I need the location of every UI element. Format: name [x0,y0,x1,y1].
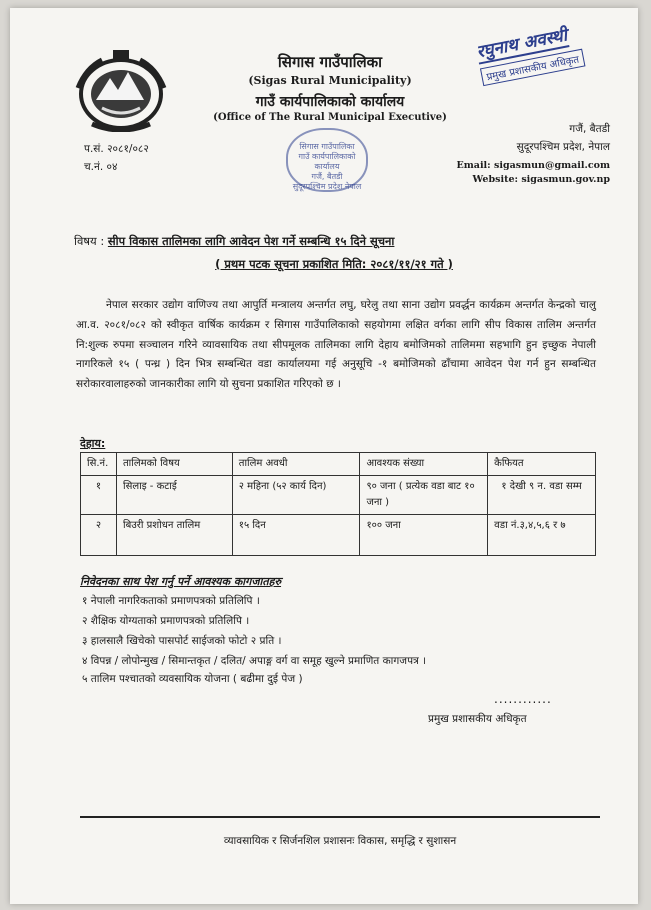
publication-date-line: ( प्रथम पटक सूचना प्रकाशित मिति: २०८१/११/२१ गते ) [215,257,453,271]
documents-title: निवेदनका साथ पेश गर्नु पर्ने आवश्यक कागजातहरु [80,575,282,588]
document-item: ४ विपन्न / लोपोन्मुख / सिमान्तकृत / दलित/ अपाङ्ग वर्ग वा समूह खुल्ने प्रमाणित कागजपत्र । [82,655,427,667]
signatory-title: प्रमुख प्रशासकीय अधिकृत [428,713,527,725]
document-item: १ नेपाली नागरिकताको प्रमाणपत्रको प्रतिलिपि । [82,595,260,607]
office-email: Email: sigasmun@gmail.com [456,160,610,171]
subject-line [74,234,594,249]
cell-duration: २ महिना (५२ कार्य दिन) [232,476,360,515]
cell-subject: बिउरी प्रशोधन तालिम [116,515,232,556]
stamp-designation: प्रमुख प्रशासकीय अधिकृत [480,49,585,86]
reference-number: प.सं. २०८१/०८२ [84,143,149,155]
cell-serial: २ [81,515,117,556]
col-header-duration: तालिम अवधी [232,453,360,476]
cell-serial: १ [81,476,117,515]
office-location: गजैं, बैतडी [569,123,610,135]
officer-stamp [474,13,625,110]
footer-motto: व्यावसायिक र सिर्जनशिल प्रशासनः विकास, समृद्धि र सुशासन [223,835,457,847]
training-table [80,452,596,556]
table-label: देहाय: [80,437,106,450]
nepal-emblem-logo [72,48,170,132]
col-header-serial: सि.नं. [81,453,117,476]
signature-dots: ............ [494,692,552,706]
seal-line-1: सिगास गाउँपालिका [299,142,355,151]
table-row [81,515,596,556]
col-header-subject: तालिमको विषय [116,453,232,476]
seal-line-2: गाउँ कार्यपालिकाको कार्यालय [298,152,356,171]
document-item: २ शैक्षिक योग्यताको प्रमाणपत्रको प्रतिलिपि । [82,615,250,627]
office-website: Website: sigasmun.gov.np [472,174,610,185]
dispatch-number: च.नं. ०४ [84,161,118,173]
stamp-name: रघुनाथ अवस्थी [474,23,569,65]
table-header-row [81,453,596,476]
document-item: ३ हालसालै खिचेको पासपोर्ट साईजको फोटो २ प्रति । [82,635,282,647]
col-header-remarks: कैफियत [488,453,596,476]
municipality-title-en: (Sigas Rural Municipality) [248,74,412,87]
cell-remarks: १ देखी ९ न. वडा सम्म [488,476,596,515]
cell-subject: सिलाइ - कटाई [116,476,232,515]
document-item: ५ तालिम पश्चातको व्यवसायिक योजना ( बढीमा दुई पेज ) [82,673,303,685]
office-province: सुदूरपश्चिम प्रदेश, नेपाल [516,141,610,153]
subject-label: विषय : [74,234,105,248]
office-title: गाउँ कार्यपालिकाको कार्यालय [255,94,405,110]
col-header-count: आवश्यक संख्या [360,453,488,476]
table-row [81,476,596,515]
document-page [10,8,638,904]
cell-count: १०० जना [360,515,488,556]
municipality-title: सिगास गाउँपालिका [277,53,383,71]
cell-remarks: वडा नं.३,४,५,६ र ७ [488,515,596,556]
footer-divider [80,816,600,818]
office-title-en: (Office of The Rural Municipal Executive) [213,112,447,123]
cell-count: ९० जना ( प्रत्येक वडा बाट १० जना ) [360,476,488,515]
cell-duration: १५ दिन [232,515,360,556]
seal-line-3: गजैं, बैतडी [311,172,343,181]
seal-line-4: सुदूरपश्चिम प्रदेश नेपाल [292,182,362,191]
office-seal [286,128,368,192]
subject-text: सीप विकास तालिमका लागि आवेदन पेश गर्ने सम्बन्धि १५ दिने सूचना [107,234,395,248]
notice-body: नेपाल सरकार उद्योग वाणिज्य तथा आपुर्ति मन्त्रालय अन्तर्गत लघु, घरेलु तथा साना उद्योग प्रवर्द्धन कार्यक्रम अन्तर्गत केन्द्रको चालु आ.व. २०८१/०८२ को स्वीकृत वार्षिक कार्यक्रम र सिगास गाउँपालिकाको सहयोगमा लक्षित वर्गका लागि सीप विकास तालिम अन्तर्गत नि:शुल्क रुपमा सञ्चालन गरिने व्यावसायिक तथा सीपमूलक तालिमका लागि देहाय बमोजिमको तालिममा सहभागि हुन इच्छुक नेपाली नागरिकले १५ ( पन्ध्र ) दिन भित्र सम्बन्धित वडा कार्यालयमा गई अनुसूचि -१ बमोजिमको ढाँचामा आवेदन पेश गर्न हुन सम्बन्धित सरोकारवालाहरुको जानकारीका लागि यो सुचना प्रकाशित गरिएको छ । [76,299,596,391]
